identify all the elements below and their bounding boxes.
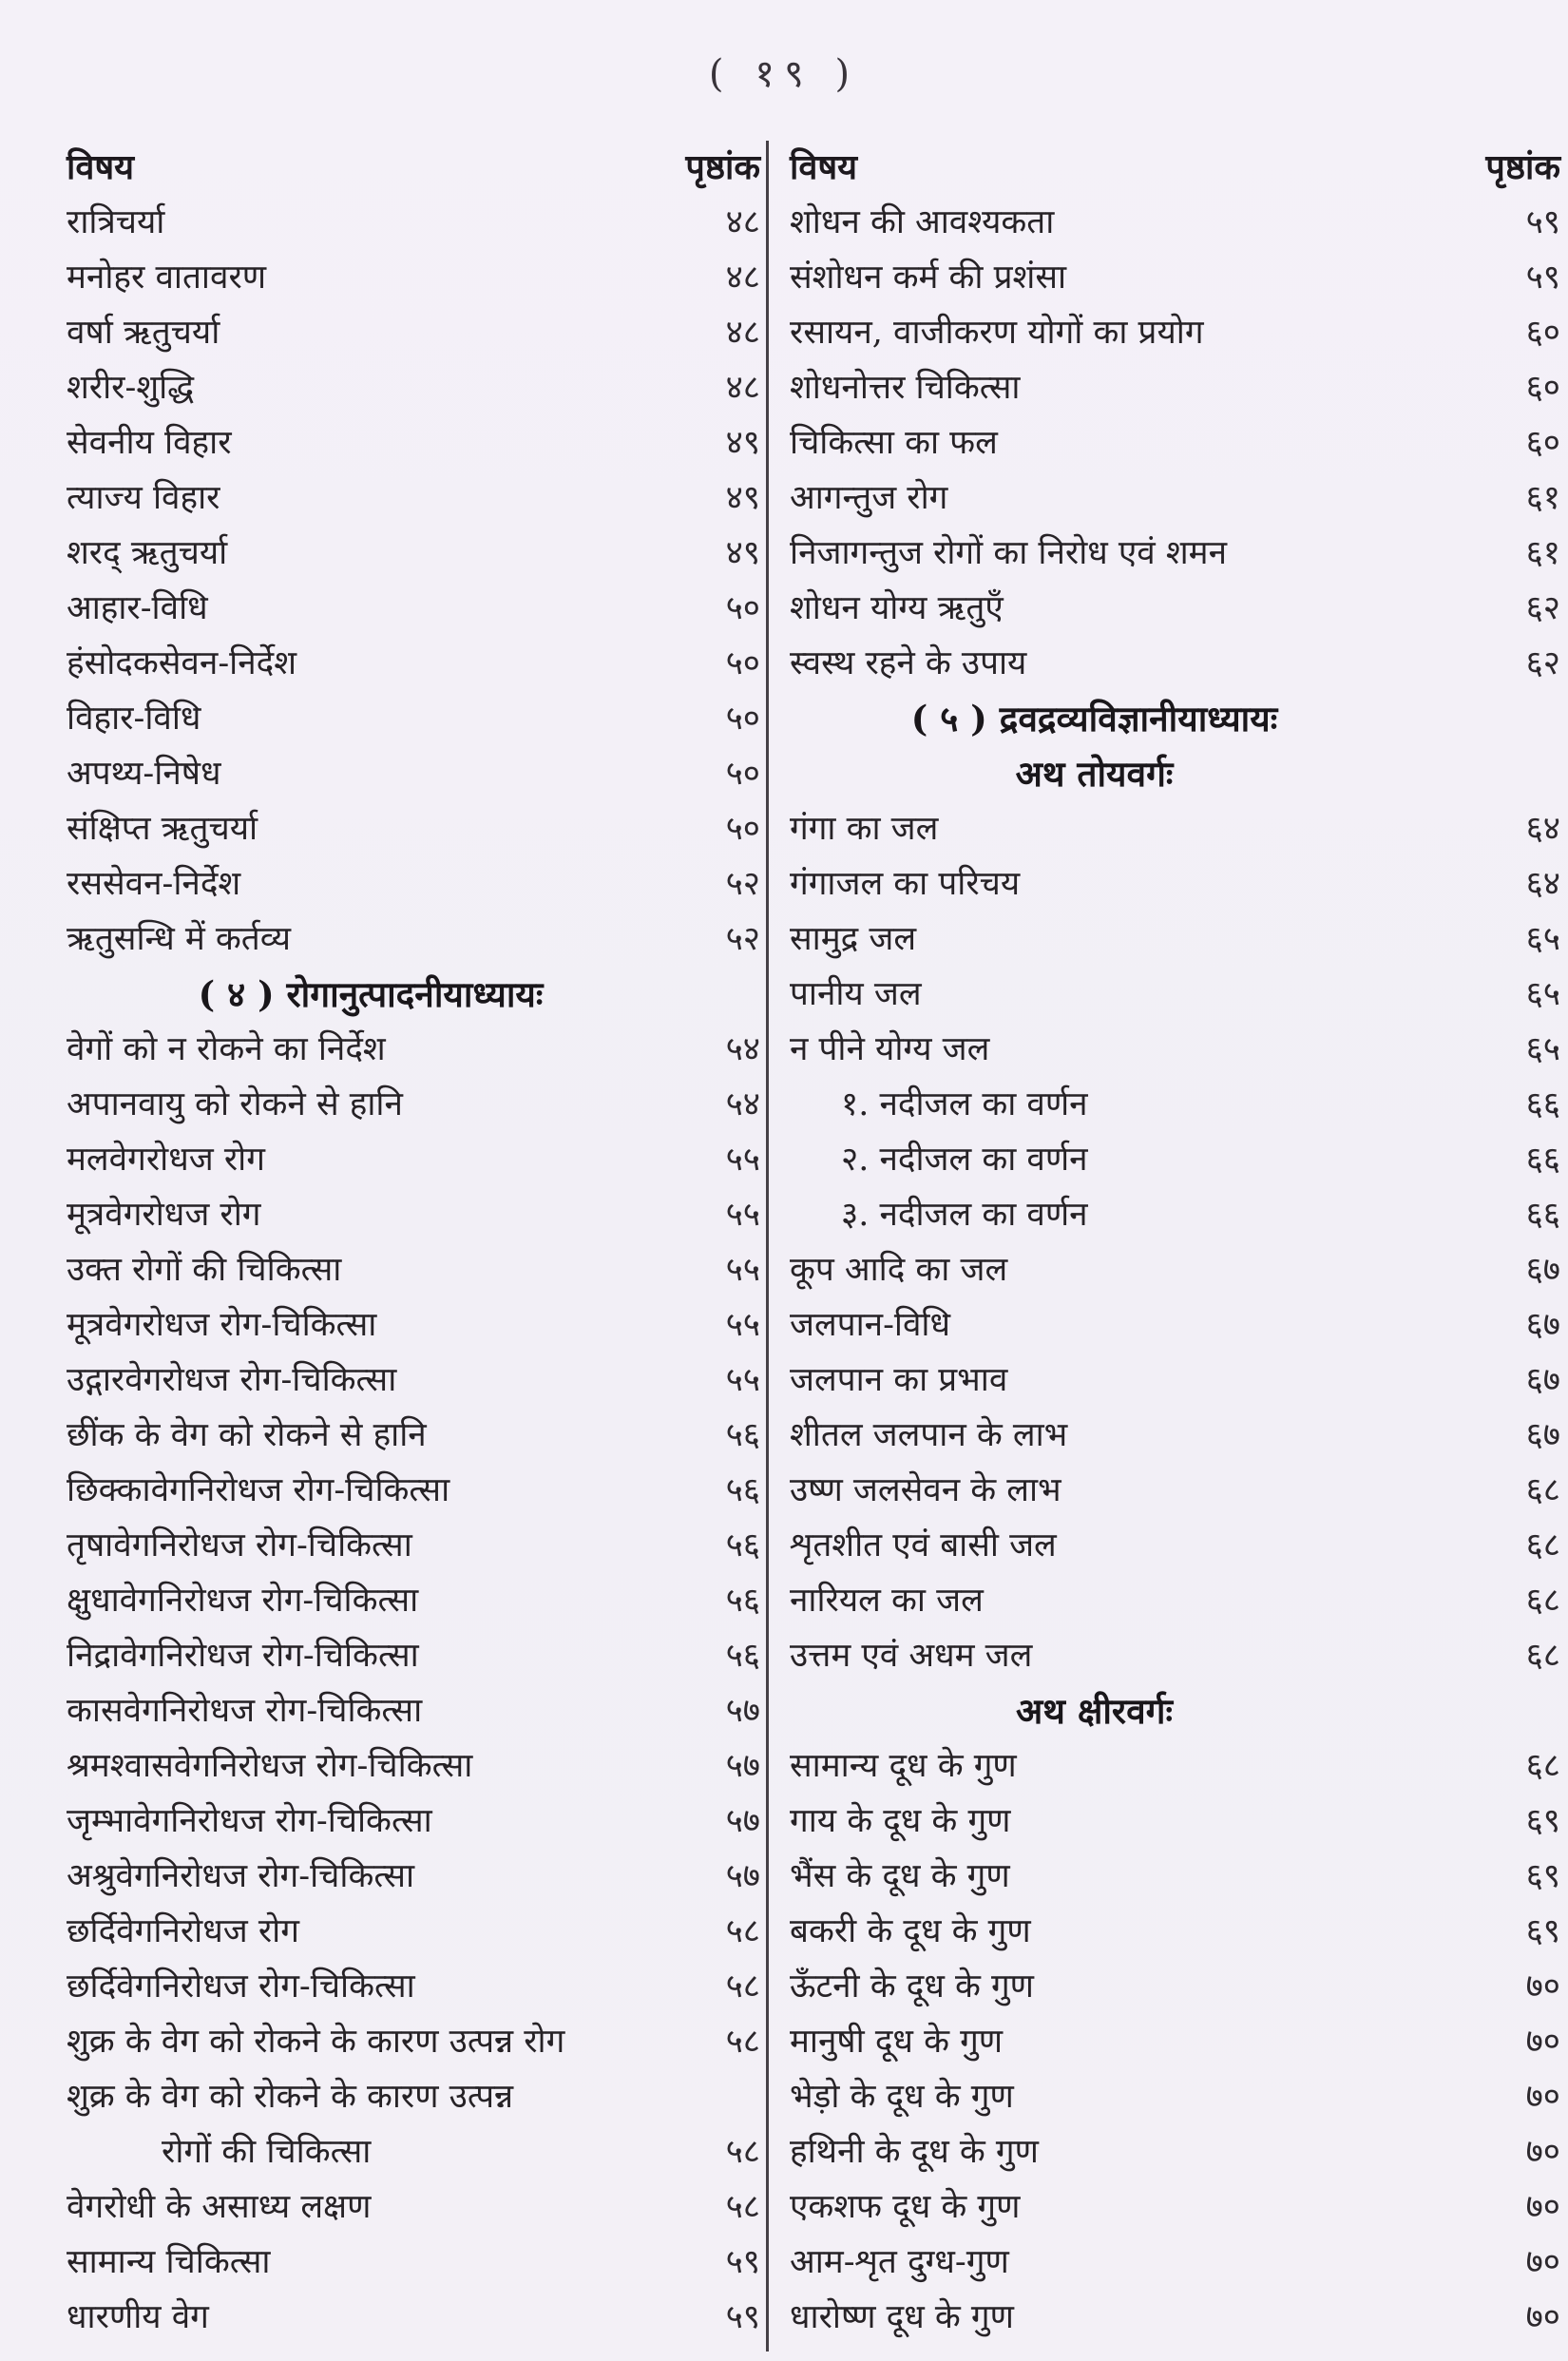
toc-entry-row [67,747,760,802]
entry-title: छर्दिवेगनिरोधज रोग [67,1912,299,1950]
entry-page-number: ५५ [725,1361,760,1399]
entry-page-number: ७० [1525,2133,1560,2171]
entry-title: ३. नदीजल का वर्णन [841,1196,1088,1234]
toc-entry-row [67,251,760,306]
toc-entry-row [790,2125,1560,2180]
entry-title: सामान्य दूध के गुण [790,1747,1017,1785]
entry-title: श्रमश्वासवेगनिरोधज रोग-चिकित्सा [67,1747,473,1785]
entry-title: आगन्तुज रोग [790,479,948,517]
entry-page-number: ६० [1525,314,1560,352]
toc-entry-row [67,2125,760,2180]
toc-entry-row [790,2015,1560,2070]
entry-title: हंसोदकसेवन-निर्देश [67,644,297,682]
entry-title: मानुषी दूध के गुण [790,2023,1004,2061]
entry-page-number: ५७ [725,1692,760,1730]
toc-entry-row [790,968,1560,1023]
toc-entry-row [790,196,1560,251]
entry-page-number: ६७ [1525,1251,1560,1289]
entry-title: ऊँटनी के दूध के गुण [790,1968,1034,2006]
entry-page-number: ५७ [725,1802,760,1840]
toc-entry-row [790,251,1560,306]
toc-entry-row [790,1023,1560,1078]
toc-entry-row [67,2070,760,2125]
entry-page-number: ५५ [725,1306,760,1344]
entry-page-number: ६७ [1525,1361,1560,1399]
toc-entry-row [67,1409,760,1464]
entry-title: आम-शृत दुग्ध-गुण [790,2243,1009,2281]
toc-entry-row [67,1298,760,1353]
entry-page-number: ७० [1525,2298,1560,2336]
page-header-label: पृष्ठांक [1485,147,1560,187]
entry-title: शरीर-शुद्धि [67,369,195,407]
entry-page-number: ५८ [725,1968,760,2006]
rows-container [67,196,760,2346]
entry-page-number: ४८ [725,259,760,297]
entry-title: शोधन योग्य ऋतुएँ [790,589,1004,627]
entry-title: शुक्र के वेग को रोकने के कारण उत्पन्न रोग [67,2023,565,2061]
entry-title: न पीने योग्य जल [790,1030,990,1068]
entry-title: जलपान का प्रभाव [790,1361,1008,1399]
toc-entry-row [67,1078,760,1133]
entry-page-number: ५८ [725,2133,760,2171]
toc-entry-row [67,1960,760,2015]
entry-page-number: ७० [1525,2188,1560,2226]
entry-title: निद्रावेगनिरोधज रोग-चिकित्सा [67,1637,419,1675]
entry-page-number: ६१ [1525,534,1560,572]
toc-entry-row [790,2291,1560,2346]
toc-entry-row [67,912,760,968]
entry-title: वेगों को न रोकने का निर्देश [67,1030,386,1068]
entry-title: उद्गारवेगरोधज रोग-चिकित्सा [67,1361,397,1399]
toc-entry-row [67,637,760,692]
toc-entry-row [67,2236,760,2291]
toc-column-right [766,141,1560,2351]
toc-entry-row [67,1353,760,1409]
toc-entry-row [790,1188,1560,1243]
toc-entry-row [790,1960,1560,2015]
entry-title: संशोधन कर्म की प्रशंसा [790,259,1067,297]
entry-title: शोधन की आवश्यकता [790,203,1055,241]
entry-page-number: ५० [725,644,760,682]
entry-title: चिकित्सा का फल [790,424,998,462]
toc-entry-row [790,1353,1560,1409]
entry-page-number: ५८ [725,2023,760,2061]
entry-title: अपानवायु को रोकने से हानि [67,1085,403,1123]
entry-page-number: ६७ [1525,1416,1560,1454]
toc-section-row: अथ क्षीरवर्गः [1016,1690,1173,1732]
toc-entry-row [67,196,760,251]
entry-title: हथिनी के दूध के गुण [790,2133,1039,2171]
entry-title: सामुद्र जल [790,920,917,958]
entry-title: २. नदीजल का वर्णन [841,1141,1088,1179]
toc-entry-row [67,1133,760,1188]
toc-entry-row [790,471,1560,527]
toc-entry-row [67,2015,760,2070]
entry-title: कासवेगनिरोधज रोग-चिकित्सा [67,1692,423,1730]
entry-page-number: ५० [725,589,760,627]
entry-title: धारणीय वेग [67,2298,209,2336]
toc-entry-row [67,1188,760,1243]
entry-title: स्वस्थ रहने के उपाय [790,644,1027,682]
entry-title: धारोष्ण दूध के गुण [790,2298,1014,2336]
entry-page-number: ५७ [725,1857,760,1895]
entry-page-number: ६८ [1525,1471,1560,1509]
entry-page-number: ५६ [725,1471,760,1509]
toc-entry-row [790,1298,1560,1353]
entry-title: शृतशीत एवं बासी जल [790,1526,1057,1564]
toc-entry-row [790,2180,1560,2236]
entry-title: पानीय जल [790,975,922,1013]
toc-entry-row [790,912,1560,968]
entry-title: नारियल का जल [790,1582,984,1620]
entry-page-number: ६५ [1525,920,1560,958]
entry-page-number: ५६ [725,1416,760,1454]
entry-title: वेगरोधी के असाध्य लक्षण [67,2188,372,2226]
entry-title: वर्षा ऋतुचर्या [67,314,220,352]
entry-title: उत्तम एवं अधम जल [790,1637,1033,1675]
toc-entry-row [67,471,760,527]
entry-title: बकरी के दूध के गुण [790,1912,1031,1950]
entry-page-number: ४९ [725,424,760,462]
entry-title: जलपान-विधि [790,1306,951,1344]
entry-title: ऋतुसन्धि में कर्तव्य [67,920,292,958]
toc-entry-row [67,527,760,582]
toc-entry-row [67,802,760,857]
toc-entry-row [790,1464,1560,1519]
toc-entry-row [790,637,1560,692]
entry-title: मनोहर वातावरण [67,259,267,297]
toc-entry-row [790,1243,1560,1298]
entry-page-number: ४८ [725,203,760,241]
toc-entry-row [67,416,760,471]
toc-entry-row [790,1078,1560,1133]
entry-page-number: ४९ [725,534,760,572]
entry-page-number: ५४ [725,1030,760,1068]
entry-title: अपथ्य-निषेध [67,755,221,793]
toc-entry-row [790,1850,1560,1905]
entry-page-number: ५९ [725,2243,760,2281]
toc-entry-row [67,1905,760,1960]
entry-title: रोगों की चिकित्सा [162,2133,372,2171]
topic-header-label: विषय [67,147,135,187]
entry-title: सामान्य चिकित्सा [67,2243,271,2281]
entry-page-number: ७० [1525,2023,1560,2061]
entry-title: विहार-विधि [67,700,201,738]
entry-title: शीतल जलपान के लाभ [790,1416,1068,1454]
toc-entry-row [790,1905,1560,1960]
toc-entry-row [67,1243,760,1298]
entry-page-number: ६४ [1525,865,1560,903]
entry-page-number: ६५ [1525,975,1560,1013]
toc-section-row: ( ५ ) द्रवद्रव्यविज्ञानीयाध्यायः [910,698,1278,739]
entry-title: १. नदीजल का वर्णन [841,1085,1088,1123]
entry-page-number: ५० [725,700,760,738]
toc-entry-row [790,1629,1560,1684]
toc-column-left [67,141,766,2351]
entry-page-number: ५२ [725,865,760,903]
entry-title: भेड़ो के दूध के गुण [790,2078,1014,2116]
entry-title: गाय के दूध के गुण [790,1802,1011,1840]
toc-entry-row [67,361,760,416]
toc-entry-row [67,1574,760,1629]
entry-page-number: ६४ [1525,810,1560,848]
toc-entry-row [790,802,1560,857]
column-header-row [67,141,760,196]
toc-entry-row [790,857,1560,912]
toc-entry-row [790,582,1560,637]
entry-page-number: ५८ [725,1912,760,1950]
entry-title: संक्षिप्त ऋतुचर्या [67,810,258,848]
entry-page-number: ७० [1525,2078,1560,2116]
entry-title: रसायन, वाजीकरण योगों का प्रयोग [790,314,1204,352]
entry-page-number: ५५ [725,1251,760,1289]
entry-title: गंगाजल का परिचय [790,865,1021,903]
entry-title: मूत्रवेगरोधज रोग-चिकित्सा [67,1306,377,1344]
entry-page-number: ५८ [725,2188,760,2226]
entry-title: त्याज्य विहार [67,479,220,517]
toc-entry-row [790,306,1560,361]
entry-title: निजागन्तुज रोगों का निरोध एवं शमन [790,534,1228,572]
toc-entry-row [67,1519,760,1574]
toc-entry-row [790,1519,1560,1574]
entry-title: रससेवन-निर्देश [67,865,241,903]
entry-page-number: ४९ [725,479,760,517]
entry-page-number: ५२ [725,920,760,958]
entry-page-number: ६२ [1525,644,1560,682]
toc-entry-row [790,2070,1560,2125]
toc-entry-row [790,527,1560,582]
entry-page-number: ४८ [725,314,760,352]
entry-page-number: ५० [725,810,760,848]
entry-title: क्षुधावेगनिरोधज रोग-चिकित्सा [67,1582,419,1620]
rows-container [790,196,1560,2346]
entry-page-number: ६५ [1525,1030,1560,1068]
toc-table [67,141,1560,2351]
entry-page-number: ५५ [725,1196,760,1234]
entry-page-number: ६७ [1525,1306,1560,1344]
page-header-label: पृष्ठांक [685,147,760,187]
toc-entry-row [790,1739,1560,1795]
toc-entry-row [790,2236,1560,2291]
entry-page-number: ५४ [725,1085,760,1123]
entry-title: कूप आदि का जल [790,1251,1008,1289]
toc-entry-row [67,2180,760,2236]
entry-page-number: ६० [1525,369,1560,407]
column-header-row [790,141,1560,196]
toc-entry-row [67,306,760,361]
entry-title: तृषावेगनिरोधज रोग-चिकित्सा [67,1526,412,1564]
toc-entry-row [790,1133,1560,1188]
toc-section-row: अथ तोयवर्गः [1015,753,1174,795]
entry-page-number: ५६ [725,1582,760,1620]
entry-page-number: ६८ [1525,1747,1560,1785]
entry-title: छिक्कावेगनिरोधज रोग-चिकित्सा [67,1471,450,1509]
toc-entry-row [790,1795,1560,1850]
entry-title: छींक के वेग को रोकने से हानि [67,1416,427,1454]
entry-page-number: ७० [1525,1968,1560,2006]
entry-page-number: ४८ [725,369,760,407]
toc-entry-row [790,1574,1560,1629]
entry-title: मलवेगरोधज रोग [67,1141,265,1179]
toc-entry-row [67,692,760,747]
entry-title: सेवनीय विहार [67,424,232,462]
entry-page-number: ५९ [1525,259,1560,297]
entry-title: अश्रुवेगनिरोधज रोग-चिकित्सा [67,1857,415,1895]
entry-page-number: ६८ [1525,1582,1560,1620]
entry-page-number: ६८ [1525,1526,1560,1564]
entry-title: भैंस के दूध के गुण [790,1857,1010,1895]
entry-page-number: ६९ [1525,1802,1560,1840]
entry-page-number: ७० [1525,2243,1560,2281]
toc-entry-row [67,1850,760,1905]
toc-entry-row [67,1739,760,1795]
toc-entry-row [67,2291,760,2346]
entry-title: मूत्रवेगरोधज रोग [67,1196,261,1234]
toc-entry-row [67,1464,760,1519]
entry-title: उष्ण जलसेवन के लाभ [790,1471,1061,1509]
entry-page-number: ५९ [725,2298,760,2336]
entry-title: शोधनोत्तर चिकित्सा [790,369,1021,407]
toc-entry-row [790,1409,1560,1464]
entry-page-number: ६० [1525,424,1560,462]
toc-entry-row [67,1629,760,1684]
toc-entry-row [67,582,760,637]
entry-title: शुक्र के वेग को रोकने के कारण उत्पन्न [67,2078,514,2116]
toc-section-row: ( ४ ) रोगानुत्पादनीयाध्यायः [198,973,544,1015]
entry-page-number: ६९ [1525,1912,1560,1950]
toc-entry-row [790,416,1560,471]
topic-header-label: विषय [790,147,858,187]
entry-page-number: ५५ [725,1141,760,1179]
entry-page-number: ५७ [725,1747,760,1785]
entry-title: गंगा का जल [790,810,939,848]
entry-page-number: ५० [725,755,760,793]
entry-page-number: ६९ [1525,1857,1560,1895]
entry-page-number: ६१ [1525,479,1560,517]
toc-entry-row [790,361,1560,416]
entry-title: जृम्भावेगनिरोधज रोग-चिकित्सा [67,1802,432,1840]
entry-page-number: ६२ [1525,589,1560,627]
entry-title: छर्दिवेगनिरोधज रोग-चिकित्सा [67,1968,415,2006]
entry-title: उक्त रोगों की चिकित्सा [67,1251,342,1289]
page-number-header: ( १९ ) [708,52,860,96]
entry-title: रात्रिचर्या [67,203,165,241]
entry-page-number: ५६ [725,1526,760,1564]
entry-title: शरद् ऋतुचर्या [67,534,228,572]
toc-entry-row [67,1684,760,1739]
entry-page-number: ६६ [1525,1141,1560,1179]
entry-page-number: ५६ [725,1637,760,1675]
toc-entry-row [67,1023,760,1078]
entry-page-number: ६८ [1525,1637,1560,1675]
entry-title: एकशफ दूध के गुण [790,2188,1021,2226]
entry-page-number: ५९ [1525,203,1560,241]
entry-title: आहार-विधि [67,589,208,627]
toc-entry-row [67,1795,760,1850]
entry-page-number: ६६ [1525,1085,1560,1123]
entry-page-number: ६६ [1525,1196,1560,1234]
toc-entry-row [67,857,760,912]
